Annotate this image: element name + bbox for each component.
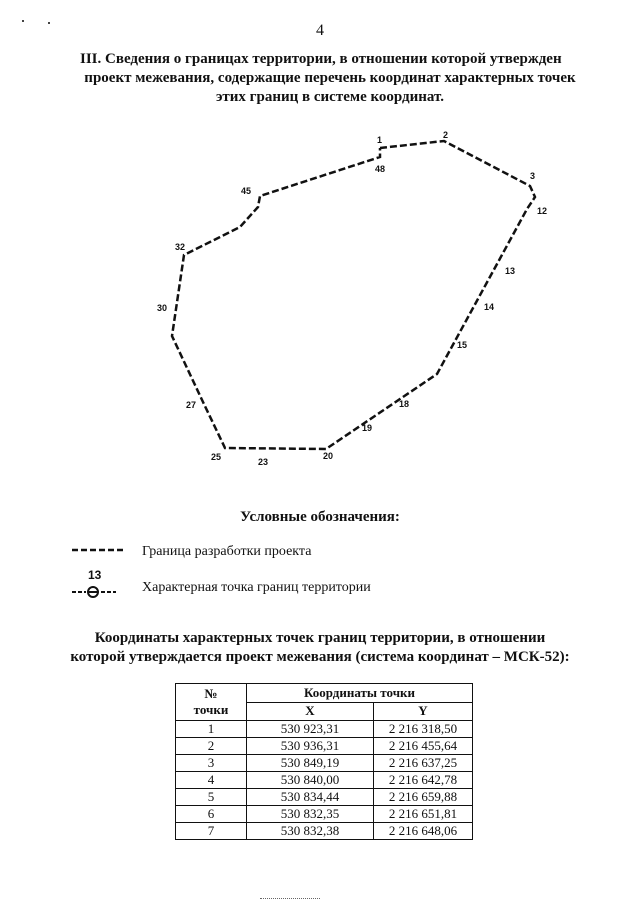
section-title-line-2: проект межевания, содержащие перечень координат характерных точек: [84, 70, 576, 86]
map-label-1: 1: [377, 135, 383, 145]
point-number-cell: 4: [176, 772, 247, 789]
section-title: [80, 50, 580, 107]
table-row: [176, 772, 473, 789]
map-label-12: 12: [537, 206, 548, 216]
table-row: [176, 755, 473, 772]
x-cell: 530 849,19: [247, 755, 374, 772]
header-no-word: точки: [193, 702, 229, 717]
point-number-cell: 7: [176, 823, 247, 840]
table-row: [176, 721, 473, 738]
y-cell: 2 216 642,78: [374, 772, 473, 789]
header-no-symbol: №: [204, 686, 218, 701]
map-label-2: 2: [443, 130, 449, 140]
scan-speck: [48, 22, 50, 24]
y-cell: 2 216 651,81: [374, 806, 473, 823]
y-cell: 2 216 455,64: [374, 738, 473, 755]
x-cell: 530 834,44: [247, 789, 374, 806]
map-label-23: 23: [258, 457, 269, 467]
map-label-3: 3: [530, 171, 536, 181]
section-title-line-1: III. Сведения о границах территории, в отношении которой утвержден: [80, 51, 562, 67]
x-cell: 530 936,31: [247, 738, 374, 755]
map-label-14: 14: [484, 302, 495, 312]
header-coordinates: Координаты точки: [247, 684, 473, 703]
bottom-scan-mark: [260, 898, 320, 901]
y-cell: 2 216 648,06: [374, 823, 473, 840]
map-label-45: 45: [241, 186, 252, 196]
map-label-18: 18: [399, 399, 410, 409]
x-cell: 530 923,31: [247, 721, 374, 738]
scan-speck: [22, 20, 24, 22]
boundary-map: [0, 120, 640, 470]
table-row: [176, 806, 473, 823]
map-label-13: 13: [505, 266, 516, 276]
header-point-number: [176, 684, 247, 721]
table-row: [176, 789, 473, 806]
coordinates-table: [175, 683, 473, 840]
x-cell: 530 832,35: [247, 806, 374, 823]
point-number-cell: 3: [176, 755, 247, 772]
y-cell: 2 216 637,25: [374, 755, 473, 772]
legend-point-label: Характерная точка границ территории: [142, 580, 371, 595]
legend-title: Условные обозначения:: [240, 509, 400, 525]
coordinates-heading: [60, 629, 580, 667]
legend-point-icon: [72, 568, 132, 600]
legend-dashed-line-icon: [72, 540, 132, 564]
map-label-20: 20: [323, 451, 334, 461]
map-label-19: 19: [362, 423, 373, 433]
point-number-cell: 2: [176, 738, 247, 755]
header-y: Y: [374, 702, 473, 721]
coordinates-heading-line-2: которой утверждается проект межевания (система координат – МСК-52):: [70, 649, 570, 665]
point-number-cell: 5: [176, 789, 247, 806]
map-label-27: 27: [186, 400, 197, 410]
y-cell: 2 216 318,50: [374, 721, 473, 738]
point-number-cell: 1: [176, 721, 247, 738]
map-label-30: 30: [157, 303, 168, 313]
x-cell: 530 840,00: [247, 772, 374, 789]
legend-point: [72, 568, 371, 600]
coordinates-heading-line-1: Координаты характерных точек границ территории, в отношении: [94, 630, 546, 646]
map-label-25: 25: [211, 452, 222, 462]
map-label-48: 48: [375, 164, 386, 174]
x-cell: 530 832,38: [247, 823, 374, 840]
map-label-32: 32: [175, 242, 186, 252]
page-number: 4: [316, 22, 324, 39]
legend-boundary-label: Граница разработки проекта: [142, 544, 312, 559]
y-cell: 2 216 659,88: [374, 789, 473, 806]
territory-boundary-line: [172, 141, 535, 449]
legend-boundary: [72, 540, 311, 564]
legend-point-number: 13: [88, 568, 102, 582]
point-number-cell: 6: [176, 806, 247, 823]
section-title-line-3: этих границ в системе координат.: [215, 89, 445, 105]
table-row: [176, 738, 473, 755]
map-label-15: 15: [457, 340, 468, 350]
header-x: X: [247, 702, 374, 721]
table-row: [176, 823, 473, 840]
